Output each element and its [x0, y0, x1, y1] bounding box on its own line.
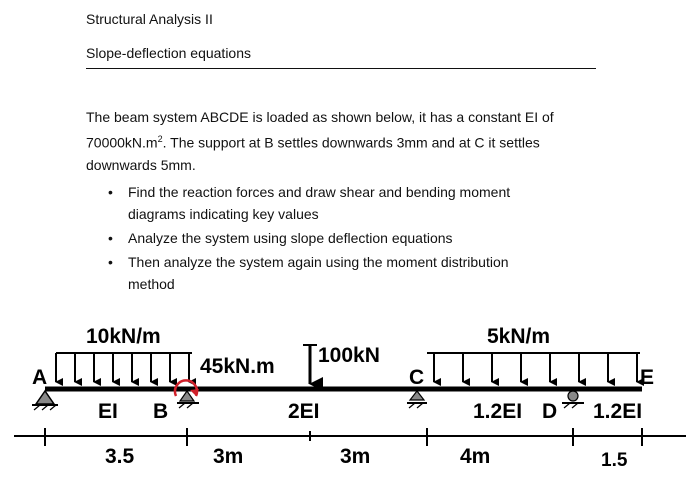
topic-title: Slope-deflection equations — [86, 44, 596, 69]
task-text: Then analyze the system again using the moment distribution — [128, 254, 509, 270]
udl-left-label: 10kN/m — [86, 325, 161, 348]
node-a-label: A — [32, 366, 48, 389]
point-load-label: 100kN — [318, 344, 380, 367]
problem-end: downwards 5mm. — [86, 156, 196, 173]
task-item — [104, 227, 574, 249]
problem-statement — [86, 106, 596, 176]
task-text: Find the reaction forces and draw shear and bending moment — [128, 184, 511, 200]
dimension-b-load-label: 3m — [213, 445, 244, 468]
node-c-label: C — [409, 366, 425, 389]
stiffness-cd-label: 1.2EI — [473, 400, 523, 423]
dimension-cd-label: 4m — [460, 445, 491, 468]
task-text-cont: diagrams indicating key values — [128, 206, 319, 222]
ei-unit-superscript: 2 — [157, 134, 163, 144]
udl-right — [427, 353, 640, 382]
roller-support-c-icon — [407, 391, 427, 408]
bullet-icon: • — [108, 184, 113, 200]
beam-diagram — [0, 300, 700, 488]
stiffness-de-label: 1.2EI — [593, 400, 643, 423]
node-e-label: E — [640, 366, 655, 389]
node-b-label: B — [153, 400, 169, 423]
stiffness-ab-label: EI — [98, 400, 118, 423]
node-d-label: D — [542, 400, 558, 423]
task-text-cont: method — [128, 276, 175, 292]
document-header — [86, 10, 596, 69]
task-item — [104, 181, 574, 225]
problem-intro: The beam system ABCDE is loaded as shown below, it has a constant EI of — [86, 109, 554, 125]
bullet-icon: • — [108, 230, 113, 246]
task-list — [104, 181, 574, 297]
task-item — [104, 251, 574, 295]
problem-settlement: . The support at B settles downwards 3mm and at C it settles — [162, 134, 540, 151]
dimension-load-c-label: 3m — [340, 445, 371, 468]
udl-right-label: 5kN/m — [487, 325, 551, 348]
dimension-ab-label: 3.5 — [105, 445, 135, 468]
roller-support-d-icon — [562, 391, 584, 408]
course-title: Structural Analysis II — [86, 11, 213, 27]
ei-value: 70000kN.m — [86, 134, 158, 151]
udl-left — [56, 353, 192, 382]
moment-label: 45kN.m — [200, 355, 275, 378]
dimension-de-label: 1.5 — [601, 450, 628, 471]
pin-support-a-icon — [32, 391, 58, 410]
task-text: Analyze the system using slope deflection equations — [128, 230, 453, 246]
stiffness-bc-label: 2EI — [288, 400, 320, 423]
bullet-icon: • — [108, 254, 113, 270]
